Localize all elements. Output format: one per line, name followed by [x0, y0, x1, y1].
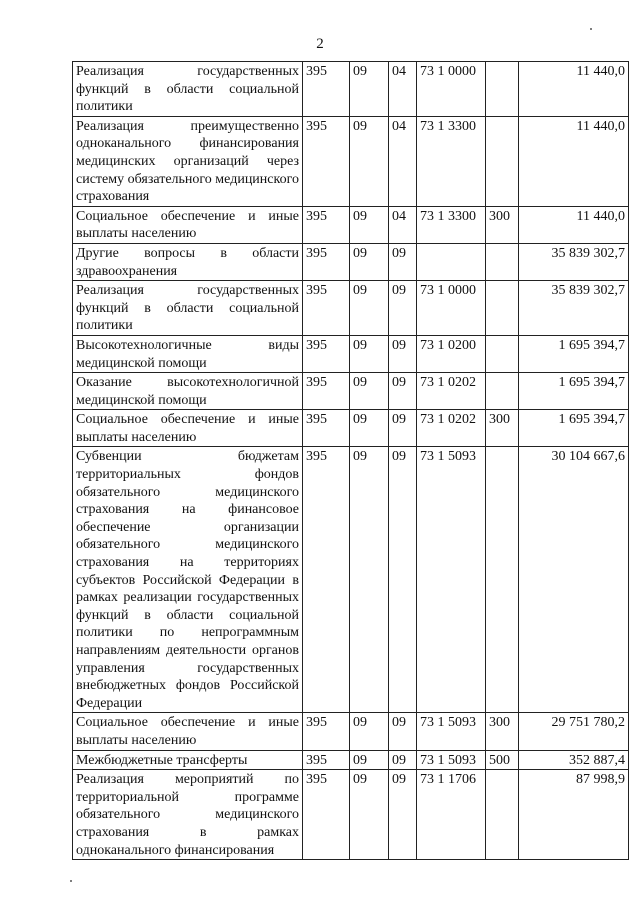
row-amount: 1 695 394,7 — [519, 335, 629, 372]
row-amount: 1 695 394,7 — [519, 373, 629, 410]
row-expense-type — [486, 243, 519, 280]
row-amount: 352 887,4 — [519, 750, 629, 770]
row-subsection: 04 — [389, 116, 417, 206]
row-grbs: 395 — [303, 410, 350, 447]
row-subsection: 09 — [389, 373, 417, 410]
row-section: 09 — [350, 116, 389, 206]
row-name: Социальное обеспечение и иные выплаты населению — [73, 713, 303, 750]
row-expense-type — [486, 447, 519, 713]
table-row — [73, 281, 629, 336]
row-subsection: 09 — [389, 243, 417, 280]
row-amount: 11 440,0 — [519, 116, 629, 206]
row-section: 09 — [350, 206, 389, 243]
budget-table — [72, 61, 629, 860]
row-target-item: 73 1 0000 — [417, 281, 486, 336]
row-section: 09 — [350, 770, 389, 860]
table-row — [73, 116, 629, 206]
row-expense-type — [486, 62, 519, 117]
row-expense-type — [486, 335, 519, 372]
row-target-item: 73 1 5093 — [417, 447, 486, 713]
row-grbs: 395 — [303, 62, 350, 117]
row-grbs: 395 — [303, 447, 350, 713]
row-subsection: 04 — [389, 62, 417, 117]
row-subsection: 09 — [389, 750, 417, 770]
row-target-item: 73 1 1706 — [417, 770, 486, 860]
row-name: Социальное обеспечение и иные выплаты населению — [73, 206, 303, 243]
row-amount: 35 839 302,7 — [519, 281, 629, 336]
row-amount: 11 440,0 — [519, 206, 629, 243]
table-row — [73, 373, 629, 410]
row-expense-type — [486, 116, 519, 206]
row-amount: 29 751 780,2 — [519, 713, 629, 750]
scan-speck — [70, 880, 72, 882]
row-section: 09 — [350, 335, 389, 372]
row-name: Социальное обеспечение и иные выплаты населению — [73, 410, 303, 447]
row-name: Субвенции бюджетам территориальных фондов обязательного медицинского страхования на финансовое обеспечение организации обязательного медицинского страхования на территориях субъектов Российской Федерации в рамках реализации государственных функций в области социальной политики по непрограммным направлениям деятельности органов управления государственных внебюджетных фондов Российской Федерации — [73, 447, 303, 713]
row-subsection: 09 — [389, 410, 417, 447]
row-grbs: 395 — [303, 335, 350, 372]
table-row — [73, 750, 629, 770]
row-subsection: 04 — [389, 206, 417, 243]
row-name: Другие вопросы в области здравоохранения — [73, 243, 303, 280]
row-grbs: 395 — [303, 770, 350, 860]
row-name: Межбюджетные трансферты — [73, 750, 303, 770]
row-expense-type: 300 — [486, 713, 519, 750]
row-target-item: 73 1 0000 — [417, 62, 486, 117]
table-row — [73, 206, 629, 243]
row-grbs: 395 — [303, 206, 350, 243]
row-expense-type — [486, 281, 519, 336]
row-section: 09 — [350, 410, 389, 447]
row-name: Реализация государственных функций в области социальной политики — [73, 62, 303, 117]
table-row — [73, 243, 629, 280]
row-name: Реализация преимущественно одноканального финансирования медицинских организаций через систему обязательного медицинского страхования — [73, 116, 303, 206]
table-row — [73, 447, 629, 713]
row-name: Реализация государственных функций в области социальной политики — [73, 281, 303, 336]
row-expense-type — [486, 770, 519, 860]
row-target-item: 73 1 0200 — [417, 335, 486, 372]
row-target-item: 73 1 3300 — [417, 206, 486, 243]
table-row — [73, 62, 629, 117]
row-grbs: 395 — [303, 713, 350, 750]
row-amount: 87 998,9 — [519, 770, 629, 860]
row-section: 09 — [350, 281, 389, 336]
row-name: Реализация мероприятий по территориальной программе обязательного медицинского страхования в рамках одноканального финансирования — [73, 770, 303, 860]
row-target-item: 73 1 5093 — [417, 750, 486, 770]
table-row — [73, 335, 629, 372]
row-subsection: 09 — [389, 713, 417, 750]
scan-speck — [590, 28, 592, 30]
row-target-item: 73 1 0202 — [417, 373, 486, 410]
row-amount: 30 104 667,6 — [519, 447, 629, 713]
row-target-item — [417, 243, 486, 280]
row-section: 09 — [350, 447, 389, 713]
row-target-item: 73 1 3300 — [417, 116, 486, 206]
row-amount: 35 839 302,7 — [519, 243, 629, 280]
row-name: Оказание высокотехнологичной медицинской помощи — [73, 373, 303, 410]
row-expense-type: 500 — [486, 750, 519, 770]
row-expense-type: 300 — [486, 206, 519, 243]
row-subsection: 09 — [389, 281, 417, 336]
row-grbs: 395 — [303, 373, 350, 410]
row-grbs: 395 — [303, 243, 350, 280]
row-subsection: 09 — [389, 335, 417, 372]
row-grbs: 395 — [303, 281, 350, 336]
row-section: 09 — [350, 750, 389, 770]
row-grbs: 395 — [303, 116, 350, 206]
row-subsection: 09 — [389, 770, 417, 860]
row-section: 09 — [350, 713, 389, 750]
row-section: 09 — [350, 373, 389, 410]
table-row — [73, 410, 629, 447]
row-expense-type: 300 — [486, 410, 519, 447]
table-row — [73, 770, 629, 860]
row-expense-type — [486, 373, 519, 410]
row-target-item: 73 1 5093 — [417, 713, 486, 750]
row-amount: 11 440,0 — [519, 62, 629, 117]
row-section: 09 — [350, 62, 389, 117]
row-amount: 1 695 394,7 — [519, 410, 629, 447]
row-section: 09 — [350, 243, 389, 280]
row-name: Высокотехнологичные виды медицинской помощи — [73, 335, 303, 372]
row-target-item: 73 1 0202 — [417, 410, 486, 447]
row-subsection: 09 — [389, 447, 417, 713]
table-row — [73, 713, 629, 750]
row-grbs: 395 — [303, 750, 350, 770]
page-number: 2 — [316, 36, 324, 52]
